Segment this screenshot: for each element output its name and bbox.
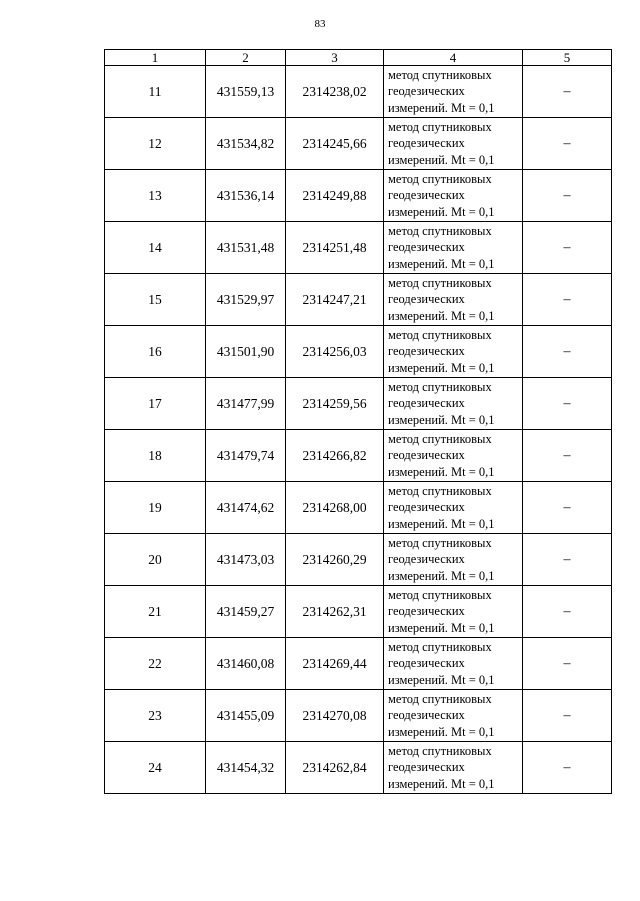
- header-row: [105, 50, 612, 66]
- point-number-cell: 24: [105, 742, 206, 794]
- table-body: [105, 66, 612, 794]
- method-cell: метод спутниковых геодезических измерений. Mt = 0,1: [384, 638, 523, 690]
- y-coordinate-cell: 2314247,21: [286, 274, 384, 326]
- x-coordinate-cell: 431479,74: [206, 430, 286, 482]
- point-number-cell: 19: [105, 482, 206, 534]
- note-cell: –: [523, 690, 612, 742]
- method-cell: метод спутниковых геодезических измерений. Mt = 0,1: [384, 222, 523, 274]
- table-row: [105, 222, 612, 274]
- x-coordinate-cell: 431474,62: [206, 482, 286, 534]
- note-cell: –: [523, 378, 612, 430]
- note-cell: –: [523, 430, 612, 482]
- x-coordinate-cell: 431473,03: [206, 534, 286, 586]
- point-number-cell: 21: [105, 586, 206, 638]
- y-coordinate-cell: 2314238,02: [286, 66, 384, 118]
- note-cell: –: [523, 222, 612, 274]
- table-row: [105, 482, 612, 534]
- method-cell: метод спутниковых геодезических измерений. Mt = 0,1: [384, 690, 523, 742]
- y-coordinate-cell: 2314260,29: [286, 534, 384, 586]
- x-coordinate-cell: 431477,99: [206, 378, 286, 430]
- method-cell: метод спутниковых геодезических измерений. Mt = 0,1: [384, 274, 523, 326]
- point-number-cell: 11: [105, 66, 206, 118]
- x-coordinate-cell: 431455,09: [206, 690, 286, 742]
- x-coordinate-cell: 431531,48: [206, 222, 286, 274]
- point-number-cell: 12: [105, 118, 206, 170]
- page-number: 83: [314, 18, 326, 30]
- y-coordinate-cell: 2314262,84: [286, 742, 384, 794]
- table-row: [105, 170, 612, 222]
- header-cell-3: 3: [286, 50, 384, 66]
- table-row: [105, 274, 612, 326]
- note-cell: –: [523, 170, 612, 222]
- table-row: [105, 66, 612, 118]
- header-cell-5: 5: [523, 50, 612, 66]
- x-coordinate-cell: 431529,97: [206, 274, 286, 326]
- note-cell: –: [523, 638, 612, 690]
- header-cell-4: 4: [384, 50, 523, 66]
- x-coordinate-cell: 431534,82: [206, 118, 286, 170]
- x-coordinate-cell: 431501,90: [206, 326, 286, 378]
- point-number-cell: 14: [105, 222, 206, 274]
- y-coordinate-cell: 2314249,88: [286, 170, 384, 222]
- table-row: [105, 430, 612, 482]
- table-row: [105, 742, 612, 794]
- method-cell: метод спутниковых геодезических измерений. Mt = 0,1: [384, 170, 523, 222]
- table-row: [105, 118, 612, 170]
- point-number-cell: 22: [105, 638, 206, 690]
- note-cell: –: [523, 586, 612, 638]
- point-number-cell: 18: [105, 430, 206, 482]
- method-cell: метод спутниковых геодезических измерений. Mt = 0,1: [384, 534, 523, 586]
- method-cell: метод спутниковых геодезических измерений. Mt = 0,1: [384, 482, 523, 534]
- method-cell: метод спутниковых геодезических измерений. Mt = 0,1: [384, 742, 523, 794]
- y-coordinate-cell: 2314268,00: [286, 482, 384, 534]
- note-cell: –: [523, 326, 612, 378]
- note-cell: –: [523, 66, 612, 118]
- table-row: [105, 326, 612, 378]
- header-cell-2: 2: [206, 50, 286, 66]
- x-coordinate-cell: 431460,08: [206, 638, 286, 690]
- point-number-cell: 13: [105, 170, 206, 222]
- method-cell: метод спутниковых геодезических измерений. Mt = 0,1: [384, 430, 523, 482]
- y-coordinate-cell: 2314262,31: [286, 586, 384, 638]
- y-coordinate-cell: 2314251,48: [286, 222, 384, 274]
- table-row: [105, 378, 612, 430]
- point-number-cell: 23: [105, 690, 206, 742]
- y-coordinate-cell: 2314269,44: [286, 638, 384, 690]
- method-cell: метод спутниковых геодезических измерений. Mt = 0,1: [384, 586, 523, 638]
- method-cell: метод спутниковых геодезических измерений. Mt = 0,1: [384, 378, 523, 430]
- point-number-cell: 16: [105, 326, 206, 378]
- y-coordinate-cell: 2314266,82: [286, 430, 384, 482]
- x-coordinate-cell: 431459,27: [206, 586, 286, 638]
- x-coordinate-cell: 431454,32: [206, 742, 286, 794]
- point-number-cell: 15: [105, 274, 206, 326]
- x-coordinate-cell: 431536,14: [206, 170, 286, 222]
- y-coordinate-cell: 2314270,08: [286, 690, 384, 742]
- y-coordinate-cell: 2314245,66: [286, 118, 384, 170]
- header-cell-1: 1: [105, 50, 206, 66]
- table-row: [105, 534, 612, 586]
- note-cell: –: [523, 118, 612, 170]
- table-header: [105, 50, 612, 66]
- y-coordinate-cell: 2314256,03: [286, 326, 384, 378]
- table-row: [105, 690, 612, 742]
- method-cell: метод спутниковых геодезических измерений. Mt = 0,1: [384, 326, 523, 378]
- point-number-cell: 17: [105, 378, 206, 430]
- note-cell: –: [523, 534, 612, 586]
- method-cell: метод спутниковых геодезических измерений. Mt = 0,1: [384, 118, 523, 170]
- table-row: [105, 638, 612, 690]
- note-cell: –: [523, 742, 612, 794]
- method-cell: метод спутниковых геодезических измерений. Mt = 0,1: [384, 66, 523, 118]
- point-number-cell: 20: [105, 534, 206, 586]
- y-coordinate-cell: 2314259,56: [286, 378, 384, 430]
- x-coordinate-cell: 431559,13: [206, 66, 286, 118]
- note-cell: –: [523, 482, 612, 534]
- table-row: [105, 586, 612, 638]
- coordinates-table: [104, 49, 612, 794]
- note-cell: –: [523, 274, 612, 326]
